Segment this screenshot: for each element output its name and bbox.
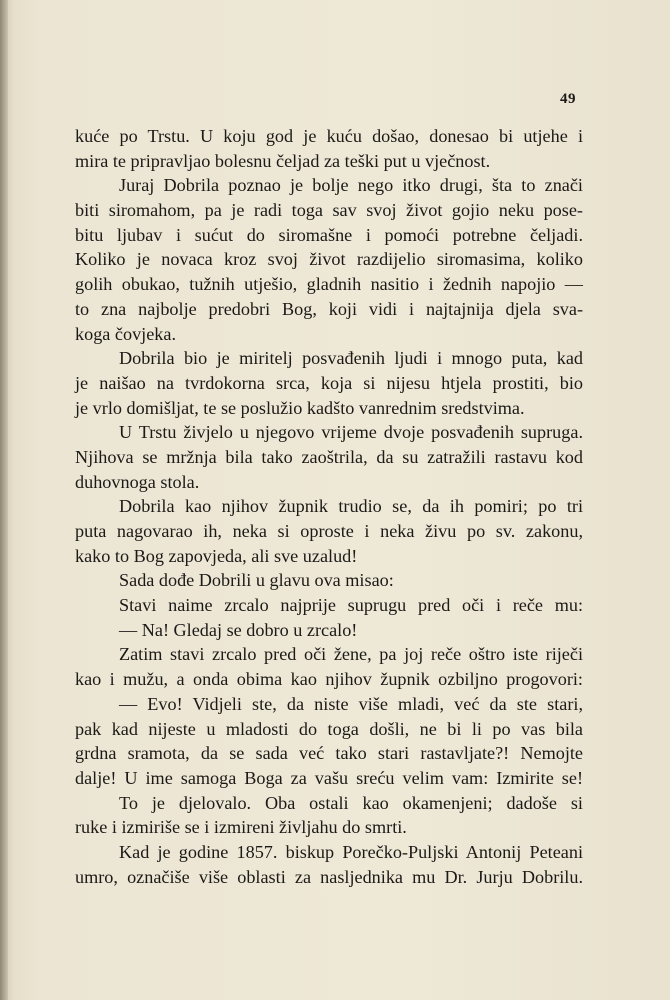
text-line: To je djelovalo. Oba ostali kao okamenjeni; dadoše si — [119, 792, 583, 813]
book-spine — [0, 0, 8, 1000]
text-line: U Trstu živjelo u njegovo vrijeme dvoje posvađenih supruga. — [119, 422, 583, 443]
text-line: kao i mužu, a onda obima kao njihov župnik ozbiljno progovori: — [75, 669, 583, 690]
text-line: Dobrila kao njihov župnik trudio se, da ih pomiri; po tri — [119, 496, 583, 517]
text-line: — Evo! Vidjeli ste, da niste više mladi, već da ste stari, — [119, 693, 583, 714]
text-line: duhovnoga stola. — [75, 471, 200, 492]
text-line: je vrlo domišljat, te se poslužio kadšto vanrednim sredstvima. — [75, 397, 525, 418]
text-line: Kad je godine 1857. biskup Porečko-Puljski Antonij Peteani — [119, 841, 583, 862]
text-line: mira te pripravljao bolesnu čeljad za teški put u vječnost. — [75, 150, 491, 171]
text-line: golih obukao, tužnih utješio, gladnih nasitio i žednih napojio — — [75, 274, 583, 295]
text-line: dalje! U ime samoga Boga za vašu sreću velim vam: Izmirite se! — [75, 767, 583, 788]
body-text — [75, 124, 583, 889]
text-line: biti siromahom, pa je radi toga sav svoj život gojio neku pose- — [75, 200, 583, 221]
text-line: je naišao na tvrdokorna srca, koja si nijesu htjela prostiti, bio — [75, 372, 583, 393]
text-line: — Na! Gledaj se dobro u zrcalo! — [119, 619, 358, 640]
page-number: 49 — [560, 91, 576, 107]
text-line: Njihova se mržnja bila tako zaoštrila, da su zatražili rastavu kod — [75, 446, 583, 467]
text-line: grdna sramota, da se sada već tako stari rastavljate?! Nemojte — [75, 743, 583, 764]
text-line: Juraj Dobrila poznao je bolje nego itko drugi, šta to znači — [119, 175, 583, 196]
text-line: puta nagovarao ih, neka si oproste i neka živu po sv. zakonu, — [75, 521, 583, 541]
text-line: kuće po Trstu. U koju god je kuću došao, donesao bi utjehe i — [75, 126, 583, 146]
text-line: ruke i izmiriše se i izmireni življahu do smrti. — [75, 817, 407, 838]
text-line: Dobrila bio je miritelj posvađenih ljudi i mnogo puta, kad — [119, 348, 583, 369]
text-line: umro, označiše više oblasti za nasljednika mu Dr. Jurju Dobrilu. — [75, 866, 583, 887]
text-line: koga čovjeka. — [75, 323, 176, 344]
text-line: Koliko je novaca kroz svoj život razdijelio siromasima, koliko — [75, 249, 583, 270]
text-line: kako to Bog zapovjeda, ali sve uzalud! — [75, 545, 358, 566]
text-line: Sada dođe Dobrili u glavu ova misao: — [119, 570, 394, 591]
text-line: bitu ljubav i sućut do siromašne i pomoći potrebne čeljadi. — [75, 224, 583, 245]
text-line: to zna najbolje predobri Bog, koji vidi i najtajnija djela sva- — [75, 298, 583, 319]
text-line: pak kad nijeste u mladosti do toga došli, ne bi li po vas bila — [75, 718, 583, 739]
text-line: Zatim stavi zrcalo pred oči žene, pa joj reče oštro iste riječi — [119, 644, 583, 665]
text-line: Stavi naime zrcalo najprije suprugu pred oči i reče mu: — [119, 595, 583, 616]
